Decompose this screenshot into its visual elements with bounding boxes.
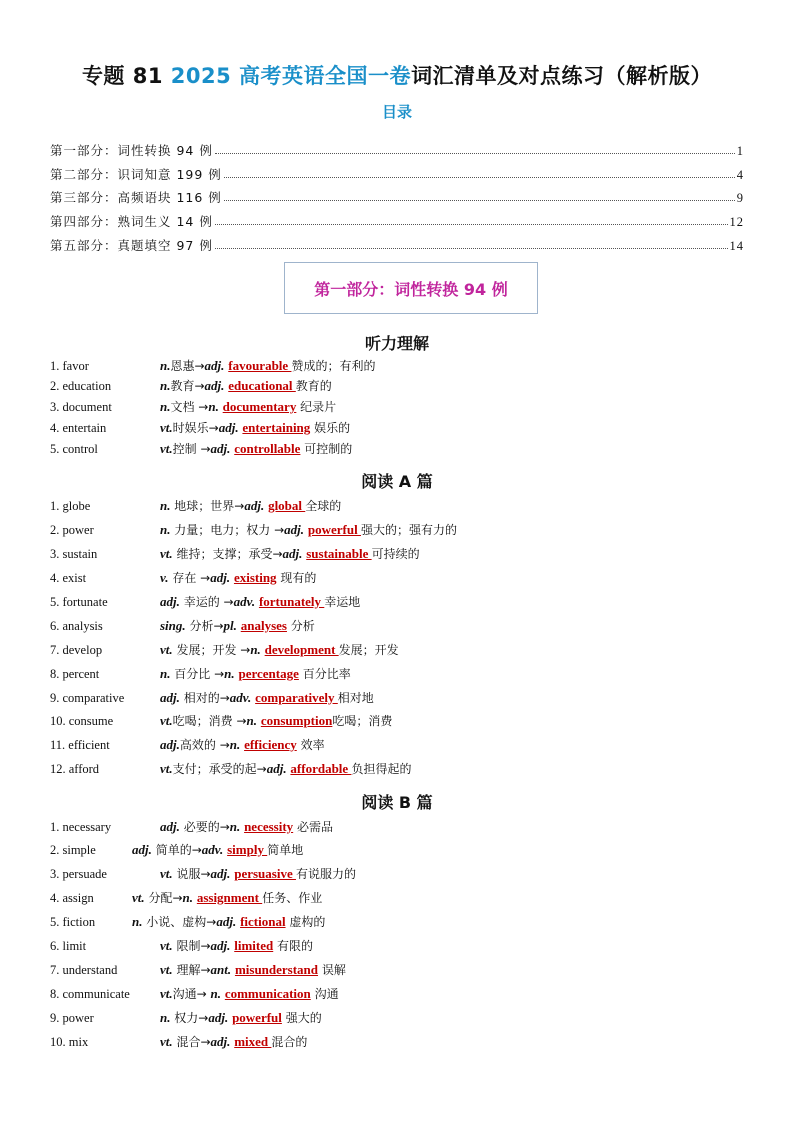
gloss: 娱乐的 bbox=[310, 421, 351, 435]
vocab-entry bbox=[50, 356, 744, 376]
answer-word: persuasive bbox=[234, 866, 296, 881]
meaning: 分配→ bbox=[144, 891, 183, 905]
vocab-definition bbox=[160, 759, 411, 779]
answer-word: powerful bbox=[232, 1010, 282, 1025]
gloss: 吃喝；消费 bbox=[332, 714, 393, 728]
vocab-entry bbox=[50, 888, 744, 908]
vocab-definition bbox=[160, 735, 325, 755]
answer-word: simply bbox=[227, 842, 268, 857]
target-part-of-speech: adj. bbox=[218, 420, 239, 435]
answer-word: development bbox=[264, 642, 339, 657]
target-part-of-speech: adj. bbox=[210, 866, 231, 881]
vocab-entry bbox=[50, 1032, 744, 1052]
vocab-word: 2. simple bbox=[50, 843, 96, 857]
answer-word: consumption bbox=[260, 713, 333, 728]
part-of-speech: vt. bbox=[160, 986, 173, 1001]
gloss: 虚构的 bbox=[285, 915, 326, 929]
vocab-definition bbox=[160, 520, 457, 540]
vocab-entry bbox=[50, 592, 744, 612]
table-of-contents bbox=[50, 135, 744, 254]
vocab-entry bbox=[50, 439, 744, 459]
toc-entry[interactable] bbox=[50, 183, 744, 207]
meaning: 控制 → bbox=[172, 442, 211, 456]
title-prefix: 专题 81 bbox=[81, 64, 171, 88]
meaning: 必要的→ bbox=[179, 820, 230, 834]
section-heading: 阅读 B 篇 bbox=[361, 793, 433, 812]
meaning: 力量；电力；权力 → bbox=[170, 523, 285, 537]
gloss: 简单地 bbox=[267, 843, 304, 857]
answer-word: mixed bbox=[234, 1034, 272, 1049]
gloss: 相对地 bbox=[337, 691, 374, 705]
target-part-of-speech: adj. bbox=[210, 1034, 231, 1049]
target-part-of-speech: n. bbox=[224, 666, 235, 681]
toc-page: 14 bbox=[729, 238, 744, 253]
toc-label: 第二部分：识词知意 199 例 bbox=[50, 166, 222, 182]
target-part-of-speech: n. bbox=[182, 890, 193, 905]
section-heading: 阅读 A 篇 bbox=[361, 472, 433, 491]
part-of-speech: n. bbox=[160, 399, 171, 414]
target-part-of-speech: adj. bbox=[266, 761, 287, 776]
vocab-entry bbox=[50, 688, 744, 708]
toc-leader bbox=[215, 248, 728, 249]
answer-word: limited bbox=[234, 938, 274, 953]
vocab-entry bbox=[50, 1008, 744, 1028]
meaning: 限制→ bbox=[172, 939, 211, 953]
section-heading: 听力理解 bbox=[364, 334, 429, 353]
answer-word: affordable bbox=[290, 761, 352, 776]
toc-page: 4 bbox=[736, 167, 744, 182]
answer-word: necessity bbox=[244, 819, 294, 834]
answer-word: percentage bbox=[238, 666, 299, 681]
gloss: 有说服力的 bbox=[295, 867, 356, 881]
part-of-speech: n. bbox=[160, 498, 171, 513]
part-of-speech: n. bbox=[132, 914, 143, 929]
part-of-speech: adj. bbox=[160, 819, 180, 834]
part-of-speech: n. bbox=[160, 358, 171, 373]
vocab-word: 1. necessary bbox=[50, 820, 112, 834]
gloss: 可持续的 bbox=[371, 547, 420, 561]
toc-page: 9 bbox=[736, 191, 744, 206]
vocab-word: 7. develop bbox=[50, 643, 103, 657]
part-of-speech: vt. bbox=[160, 938, 173, 953]
toc-entry[interactable] bbox=[50, 159, 744, 183]
vocab-entry bbox=[50, 664, 744, 684]
part-of-speech: vt. bbox=[160, 761, 173, 776]
vocab-entry bbox=[50, 520, 744, 540]
meaning: 维持；支撑；承受→ bbox=[172, 547, 283, 561]
toc-leader bbox=[224, 200, 735, 201]
target-part-of-speech: adj. bbox=[210, 441, 231, 456]
vocab-definition bbox=[160, 616, 315, 636]
vocab-definition bbox=[160, 496, 341, 516]
target-part-of-speech: n. bbox=[250, 642, 261, 657]
answer-word: educational bbox=[228, 378, 296, 393]
part-of-speech: vt. bbox=[160, 420, 173, 435]
gloss: 必需品 bbox=[293, 820, 333, 834]
vocab-word: 4. exist bbox=[50, 571, 87, 585]
target-part-of-speech: adj. bbox=[284, 522, 305, 537]
part-of-speech: n. bbox=[160, 666, 171, 681]
vocab-word: 10. mix bbox=[50, 1035, 89, 1049]
part-of-speech: adj. bbox=[160, 737, 180, 752]
vocab-word: 8. communicate bbox=[50, 987, 130, 1001]
vocab-word: 5. fiction bbox=[50, 915, 96, 929]
answer-word: existing bbox=[233, 570, 277, 585]
gloss: 现有的 bbox=[276, 571, 317, 585]
answer-word: controllable bbox=[234, 441, 301, 456]
part-of-speech: sing. bbox=[160, 618, 186, 633]
meaning: 说服→ bbox=[172, 867, 211, 881]
vocab-entry bbox=[50, 960, 744, 980]
vocab-entry bbox=[50, 397, 744, 417]
part-of-speech: v. bbox=[160, 570, 169, 585]
toc-entry[interactable] bbox=[50, 135, 744, 159]
vocab-word: 9. power bbox=[50, 1011, 94, 1025]
target-part-of-speech: adj. bbox=[210, 570, 231, 585]
vocab-definition bbox=[160, 568, 316, 588]
part-of-speech: adj. bbox=[132, 842, 152, 857]
gloss: 纪录片 bbox=[296, 400, 337, 414]
vocab-definition bbox=[160, 439, 352, 459]
vocab-definition bbox=[160, 936, 313, 956]
vocab-entry bbox=[50, 735, 744, 755]
vocab-definition bbox=[160, 418, 350, 438]
toc-page: 12 bbox=[729, 215, 744, 229]
title-highlight: 2025 高考英语全国一卷 bbox=[170, 64, 412, 88]
vocab-word: 10. consume bbox=[50, 714, 114, 728]
answer-word: assignment bbox=[196, 890, 263, 905]
part-of-speech: vt. bbox=[160, 642, 173, 657]
vocab-entry bbox=[50, 984, 744, 1004]
target-part-of-speech: adj. bbox=[210, 938, 231, 953]
target-part-of-speech: adj. bbox=[204, 358, 225, 373]
vocab-definition bbox=[160, 817, 333, 837]
toc-entry[interactable] bbox=[50, 206, 744, 230]
vocab-definition bbox=[132, 840, 303, 860]
toc-label: 第四部分：熟词生义 14 例 bbox=[50, 214, 213, 229]
vocab-entry bbox=[50, 864, 744, 884]
gloss: 赞成的；有利的 bbox=[291, 359, 376, 373]
toc-label: 第一部分：词性转换 94 例 bbox=[50, 142, 213, 158]
gloss: 强大的；强有力的 bbox=[360, 523, 457, 537]
vocab-word: 12. afford bbox=[50, 762, 100, 776]
gloss: 发展；开发 bbox=[338, 643, 399, 657]
vocab-word: 9. comparative bbox=[50, 691, 125, 705]
vocab-entry bbox=[50, 711, 744, 731]
vocab-definition bbox=[160, 984, 339, 1004]
gloss: 全球的 bbox=[305, 499, 342, 513]
meaning: 教育→ bbox=[170, 379, 205, 393]
vocab-word: 1. favor bbox=[50, 359, 89, 373]
vocab-word: 3. sustain bbox=[50, 547, 98, 561]
meaning: 沟通→ bbox=[172, 987, 211, 1001]
gloss: 沟通 bbox=[310, 987, 339, 1001]
answer-word: global bbox=[268, 498, 306, 513]
gloss: 幸运地 bbox=[324, 595, 361, 609]
vocab-definition bbox=[160, 960, 346, 980]
vocab-definition bbox=[160, 1032, 307, 1052]
vocab-definition bbox=[160, 356, 375, 376]
vocab-definition bbox=[160, 664, 351, 684]
target-part-of-speech: adv. bbox=[201, 842, 224, 857]
answer-word: efficiency bbox=[244, 737, 297, 752]
meaning: 分析→ bbox=[185, 619, 224, 633]
meaning: 简单的→ bbox=[151, 843, 202, 857]
vocab-definition bbox=[160, 640, 399, 660]
target-part-of-speech: n. bbox=[229, 819, 241, 834]
part-of-speech: vt. bbox=[160, 1034, 173, 1049]
vocab-entry bbox=[50, 616, 744, 636]
meaning: 恩惠→ bbox=[170, 359, 205, 373]
vocab-entry bbox=[50, 544, 744, 564]
vocab-definition bbox=[160, 544, 420, 564]
vocab-word: 2. power bbox=[50, 523, 94, 537]
part-of-speech: vt. bbox=[160, 546, 173, 561]
vocab-entry bbox=[50, 496, 744, 516]
vocab-definition bbox=[160, 711, 392, 731]
answer-word: fortunately bbox=[258, 594, 325, 609]
vocab-word: 1. globe bbox=[50, 499, 91, 513]
gloss: 任务、作业 bbox=[262, 891, 323, 905]
vocab-entry bbox=[50, 640, 744, 660]
part-of-speech: vt. bbox=[132, 890, 145, 905]
vocab-word: 8. percent bbox=[50, 667, 100, 681]
answer-word: comparatively bbox=[255, 690, 338, 705]
vocab-entry bbox=[50, 840, 744, 860]
vocab-word: 4. assign bbox=[50, 891, 94, 905]
vocab-entry bbox=[50, 418, 744, 438]
target-part-of-speech: adv. bbox=[229, 690, 252, 705]
meaning: 存在 → bbox=[168, 571, 211, 585]
toc-heading: 目录 bbox=[381, 103, 412, 121]
gloss: 有限的 bbox=[273, 939, 314, 953]
vocab-definition bbox=[160, 376, 332, 396]
answer-word: communication bbox=[224, 986, 311, 1001]
vocab-word: 11. efficient bbox=[50, 738, 110, 752]
part-of-speech: vt. bbox=[160, 713, 173, 728]
target-part-of-speech: adj. bbox=[244, 498, 265, 513]
answer-word: documentary bbox=[222, 399, 297, 414]
meaning: 权力→ bbox=[170, 1011, 209, 1025]
toc-leader bbox=[215, 224, 728, 225]
meaning: 混合→ bbox=[172, 1035, 211, 1049]
meaning: 幸运的 → bbox=[179, 595, 234, 609]
target-part-of-speech: ant. bbox=[210, 962, 232, 977]
gloss: 百分比率 bbox=[298, 667, 351, 681]
vocab-definition bbox=[160, 592, 360, 612]
answer-word: powerful bbox=[307, 522, 361, 537]
toc-leader bbox=[224, 177, 735, 178]
vocab-entry bbox=[50, 936, 744, 956]
answer-word: favourable bbox=[228, 358, 292, 373]
toc-entry[interactable] bbox=[50, 230, 744, 254]
meaning: 文档 → bbox=[170, 400, 209, 414]
vocab-entry bbox=[50, 376, 744, 396]
vocab-definition bbox=[160, 1008, 322, 1028]
meaning: 时娱乐→ bbox=[172, 421, 219, 435]
vocab-word: 5. fortunate bbox=[50, 595, 108, 609]
meaning: 高效的 → bbox=[179, 738, 230, 752]
gloss: 负担得起的 bbox=[351, 762, 412, 776]
meaning: 理解→ bbox=[172, 963, 211, 977]
vocab-definition bbox=[160, 864, 356, 884]
part-of-speech: vt. bbox=[160, 866, 173, 881]
target-part-of-speech: n. bbox=[229, 737, 241, 752]
part-of-speech: adj. bbox=[160, 690, 180, 705]
part-title: 第一部分：词性转换 94 例 bbox=[314, 279, 508, 299]
gloss: 误解 bbox=[318, 963, 346, 977]
vocab-definition bbox=[160, 397, 336, 417]
vocab-word: 3. document bbox=[50, 400, 112, 414]
target-part-of-speech: adj. bbox=[216, 914, 237, 929]
meaning: 小说、虚构→ bbox=[142, 915, 217, 929]
target-part-of-speech: pl. bbox=[223, 618, 237, 633]
answer-word: entertaining bbox=[242, 420, 311, 435]
part-title-box bbox=[284, 262, 538, 314]
gloss: 教育的 bbox=[295, 379, 332, 393]
vocab-word: 6. limit bbox=[50, 939, 87, 953]
answer-word: fictional bbox=[240, 914, 286, 929]
toc-label: 第五部分：真题填空 97 例 bbox=[50, 237, 213, 253]
meaning: 发展；开发 → bbox=[172, 643, 251, 657]
gloss: 分析 bbox=[286, 619, 315, 633]
answer-word: misunderstand bbox=[234, 962, 319, 977]
target-part-of-speech: adj. bbox=[282, 546, 303, 561]
title-suffix: 词汇清单及对点练习（解析版） bbox=[411, 64, 713, 88]
toc-page: 1 bbox=[736, 143, 744, 158]
vocab-word: 6. analysis bbox=[50, 619, 103, 633]
gloss: 强大的 bbox=[281, 1011, 322, 1025]
part-of-speech: n. bbox=[160, 1010, 171, 1025]
part-of-speech: vt. bbox=[160, 441, 173, 456]
target-part-of-speech: adv. bbox=[233, 594, 256, 609]
vocab-entry bbox=[50, 912, 744, 932]
part-of-speech: n. bbox=[160, 522, 171, 537]
meaning: 吃喝；消费 → bbox=[172, 714, 247, 728]
part-of-speech: n. bbox=[160, 378, 171, 393]
gloss: 效率 bbox=[296, 738, 325, 752]
part-of-speech: adj. bbox=[160, 594, 180, 609]
vocab-word: 3. persuade bbox=[50, 867, 107, 881]
vocab-word: 5. control bbox=[50, 442, 98, 456]
answer-word: analyses bbox=[240, 618, 287, 633]
target-part-of-speech: n. bbox=[208, 399, 219, 414]
vocab-definition bbox=[132, 888, 322, 908]
toc-label: 第三部分：高频语块 116 例 bbox=[50, 190, 222, 206]
vocab-entry bbox=[50, 759, 744, 779]
toc-leader bbox=[215, 153, 735, 154]
target-part-of-speech: adj. bbox=[208, 1010, 229, 1025]
vocab-word: 2. education bbox=[50, 379, 112, 393]
meaning: 地球；世界→ bbox=[170, 499, 245, 513]
answer-word: sustainable bbox=[306, 546, 372, 561]
meaning: 支付；承受的起→ bbox=[172, 762, 267, 776]
document-title bbox=[0, 60, 794, 90]
vocab-word: 4. entertain bbox=[50, 421, 107, 435]
target-part-of-speech: n. bbox=[210, 986, 221, 1001]
target-part-of-speech: n. bbox=[246, 713, 257, 728]
part-of-speech: vt. bbox=[160, 962, 173, 977]
vocab-definition bbox=[132, 912, 325, 932]
gloss: 混合的 bbox=[271, 1035, 308, 1049]
meaning: 百分比 → bbox=[170, 667, 225, 681]
meaning: 相对的→ bbox=[179, 691, 230, 705]
vocab-word: 7. understand bbox=[50, 963, 118, 977]
vocab-entry bbox=[50, 817, 744, 837]
vocab-entry bbox=[50, 568, 744, 588]
target-part-of-speech: adj. bbox=[204, 378, 225, 393]
vocab-definition bbox=[160, 688, 374, 708]
gloss: 可控制的 bbox=[300, 442, 353, 456]
